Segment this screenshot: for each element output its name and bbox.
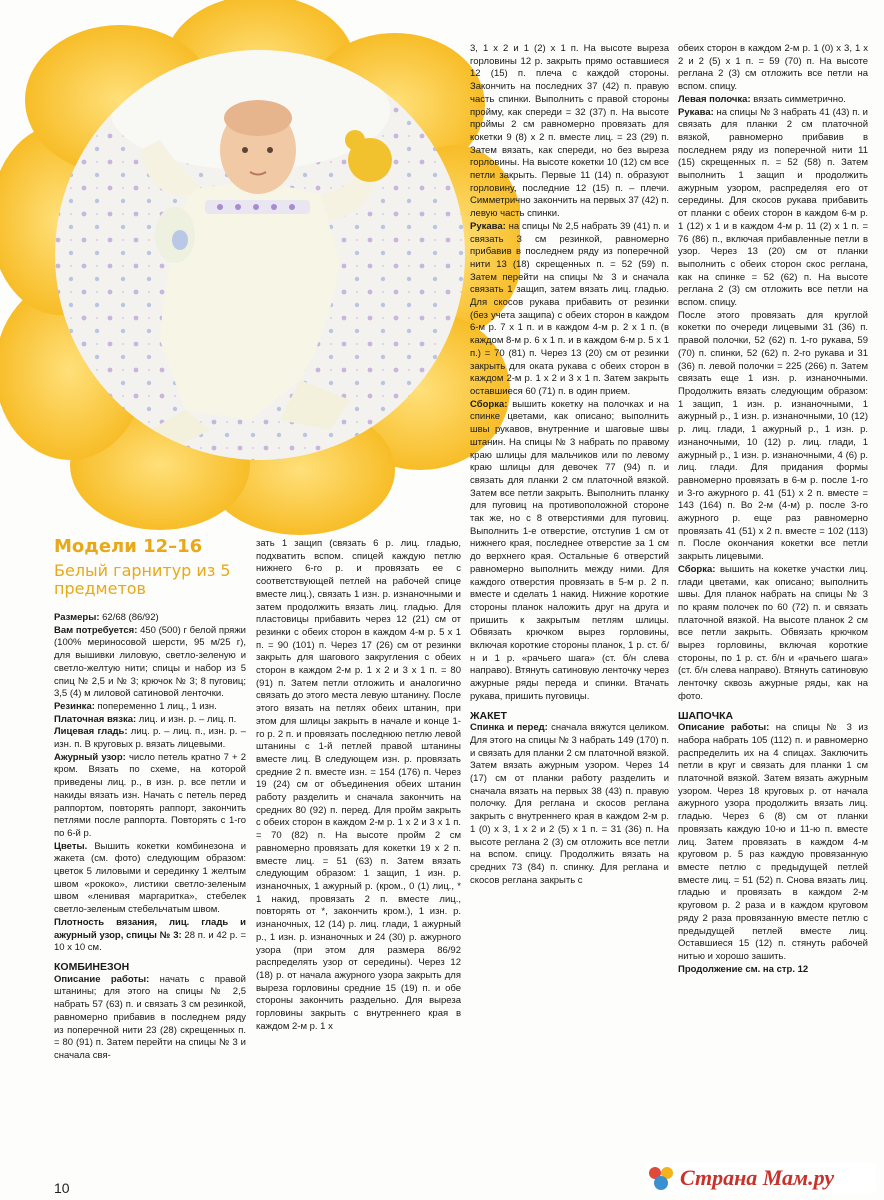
paragraph-text: лиц. р. – лиц. п., изн. р. – изн. п. В круговых р. вязать лицевыми. (54, 726, 246, 751)
paragraph-lead: Ажурный узор: (54, 751, 129, 763)
watermark-text: Страна Мам.ру (680, 1165, 835, 1190)
watermark (646, 1162, 876, 1194)
paragraph (256, 538, 461, 1033)
section-heading: ЖАКЕТ (470, 709, 507, 722)
paragraph-text: 450 (500) г белой пряжи (100% мериносовой шерсти, 95 м/25 г), для вышивки лиловую, светло-зеленую и светло-желтую нити; спицы и набор из 5 спиц № 2,5 и № 3; крючок № 3; 8 пуговиц; 3,5 (4) м лиловой сатиновой ленточки. (54, 624, 246, 700)
paragraph-lead: Рукава: (470, 220, 509, 232)
column-1 (54, 612, 246, 1172)
paragraph-lead: Описание работы: (54, 973, 160, 985)
column-2 (256, 538, 461, 1178)
paragraph-text: После этого провязать для круглой кокетки по очереди лицевыми 31 (36) п. правой полочки, 52 (62) п. 1-го рукава, 59 (70) п. спинки, 52 (62) п. 2-го рукава и 31 (36) п. левой полочки = 225 (266) п. Затем связать еще 1 изн. р. изнаночными. Продолжить вязать следующим образом: 1 защип, 1 изн. р. изнаночными, 1 ажурный р., 1 изн. р. изнаночными, 10 (12) р. лиц. глади, 1 ажурный р., 1 изн. р. изнаночными, 10 (12) р. лиц. глади, 1 ажурный р., 1 изн. р. изнаночными, 4 (6) р. лиц. глади. Для придания формы равномерно провязать в 6-м р. после 1-го и 3-го ажурного р. 41 (51) х 2 п. вместе = 143 (164) п. Во 2-м (4-м) р. после 3-го ажурного р. еще раз равномерно провязать 41 (51) х 2 п. вместе = 102 (113) п. После окончания кокетки все петли закрыть лицевыми. (678, 309, 868, 563)
paragraph (678, 722, 868, 963)
paragraph (54, 974, 246, 1063)
paragraph (54, 752, 246, 841)
paragraph-lead: Рукава: (678, 106, 717, 118)
paragraph-text: лиц. и изн. р. – лиц. п. (138, 713, 237, 725)
paragraph-text: зать 1 защип (связать 6 р. лиц. гладью, подхватить вспом. спицей каждую петлю нижнего 6-го р. и провязать ее с соответствующей петлей на рабочей спице вместе лиц.), связать 1 изн. р. изнаночными и затем продолжить вязать лиц. гладью. Для пластовицы прибавить через 12 (21) см от резинки с обеих сторон в каждом 4-м р. 5 х 1 п. = 90 (101) п. Через 17 (26) см от резинки закрыть для шагового закругления с обеих сторон в каждом 2-м р. 1 х 2 и 3 х 1 п. = 80 (91) п. Затем петли отложить и аналогично связать до этого места левую штанину. После этого вязать на петлях обеих штанин, при этом для шлицы закрыть в начале и конце 1-го р. 2 п. и провязать последнюю петлю левой штанины с 1-й петлей правой штанины вместе лиц. В следующем изн. р. провязать средние 2 п. вместе изн. = 154 (176) п. Через 19 (24) см от объединения обеих штанин работу разделить и сначала закончить на средних 80 (92) п. перед. Для пройм закрыть с обеих сторон в каждом 2-м р. 1 х 2 и 3 х 1 п. = 70 (82) п. На высоте пройм 2 см равномерно провязать для кокетки 19 х 2 п. вместе лиц. = 51 (63) п. Затем вязать следующим образом: 1 защип, 1 изн. р. изнаночных, 1 ажурный р. (кром., 0 (1) лиц., * 1 накид, провязать 2 п. вместе лиц., повторять от *, закончить кром.), 1 изн. р. изнаночных, 12 (14) р. лиц. глади, 1 ажурный р., 1 изн. р. изнаночных и 24 (30) р. ажурного узора (при этом для размера 86/92 распределять узор от середины). Через 12 (18) р. от начала ажурного узора закрыть для выреза горловины средние 15 (19) п. и обе стороны закончить раздельно. Для выреза горловины закрыть с внутреннего края в каждом 2-м р. 1 х (256, 538, 461, 1032)
paragraph-lead: Плотность вязания, лиц. гладь и ажурный узор, спицы № 3: (54, 916, 246, 941)
models-subtitle: Белый гарнитур из 5 предметов (54, 561, 231, 598)
paragraph-text: начать с правой штанины; для этого на спицы № 2,5 набрать 57 (63) п. и связать 3 см резинкой, равномерно прибавив в последнем ряду из поперечной нити 23 (28) скрещенных п. = 80 (91) п. Затем перейти на спицы № 3 и сначала свя- (54, 973, 246, 1061)
section-heading: ШАПОЧКА (678, 709, 734, 722)
paragraph-text: вышить на кокетке участки лиц. глади цветами, как описано; выполнить швы. Для планок набрать на спицы № 3 по краям полочек по 60 (72) п. и связать платочной вязкой. На высоте планок 2 см все петли закрыть. Обвязать крючком вырез горловины, включая короткие стороны, по 1 р. ст. б/н и «рачьего шага» (ст. б/н слева направо). Втянуть сатиновую ленточку сквозь ажурные ряды, как на фото. (678, 563, 868, 702)
paragraph-text: обеих сторон в каждом 2-м р. 1 (0) х 3, 1 х 2 и 2 (5) х 1 п. = 59 (70) п. На высоте реглана 2 (3) см отложить все петли на вспом. спицу. (678, 43, 868, 93)
paragraph-lead: Спинка и перед: (470, 722, 552, 734)
paragraph-text: на спицы № 3 набрать 41 (43) п. и связать для планки 2 см платочной вязкой, равномерно прибавив в последнем ряду из поперечной нити 11 (15) скрещенных п. = 52 (58) п. Затем выполнить 1 защип и продолжить ажурным узором, распределяя его от середины. Для скосов рукава прибавить от планки с обеих сторон в каждом 6-м р. 1 (12) х 1 и в каждом 4-м р. 11 (2) х 1 п. = 76 (86) п., включая прибавленные петли в узор. Через 13 (20) см от планки выполнить с обеих сторон скос реглана, как на спинке = 52 (62) п. На высоте реглана 2 (3) см отложить все петли на вспом. спицу. (678, 106, 868, 309)
paragraph (54, 841, 246, 917)
paragraph-lead: Левая полочка: (678, 93, 754, 105)
paragraph (678, 310, 868, 564)
paragraph-lead: Лицевая гладь: (54, 726, 131, 738)
paragraph (54, 612, 246, 625)
paragraph-text: попеременно 1 лиц., 1 изн. (97, 700, 217, 712)
paragraph (678, 964, 868, 977)
paragraph (678, 43, 868, 94)
paragraph (54, 726, 246, 751)
paragraph (54, 917, 246, 955)
paragraph-text: 3, 1 х 2 и 1 (2) х 1 п. На высоте выреза горловины 12 р. закрыть прямо оставшиеся 12 (15) п. плеча с каждой стороны. Закончить на последних 37 (42) п. правую часть спинки. Выполнить с правой стороны пройму, как спереди = 32 (37) п. На высоте проймы 2 см равномерно провязать для кокетки 9 (8) х 2 п. вместе лиц. = 23 (29) п. Затем вязать, как спереди, но без выреза горловины. На высоте кокетки 10 (12) см все петли закрыть. Первые 11 (14) п. образуют горловину, последние 12 (15) п. – плечи. Симметрично закончить на первых 37 (42) п. левую часть спинки. (470, 43, 669, 220)
paragraph-text: вязать симметрично. (753, 93, 846, 105)
column-3 (470, 43, 669, 1175)
paragraph (470, 43, 669, 221)
page-number: 10 (54, 1180, 70, 1196)
paragraph-text: на спицы № 3 из набора набрать 105 (112) п. и равномерно распределить их на 4 спицах. Заключить петли в круг и связать для планки 1 см платочной вязкой. Затем вязать ажурным узором. Через 18 круговых р. от начала ажурного узора продолжить вязать лиц. гладью. Через 6 (8) см от планки провязать каждую 10-ю и 11-ю п. вместе лиц. Затем провязать в каждом 4-м круговом р. 5 раз каждую провязанную вместе петлю с предыдущей петлей вместе лиц. = 51 (52) п. Снова вязать лиц. гладью и провязать в каждом 2-м круговом р. 2 раза и в каждом круговом ряду 2 раза провязанную вместе петлю с предыдущей петлей вместе лиц. Оставшиеся 15 (12) п. стянуть рабочей нитью и хорошо зашить. (678, 722, 868, 962)
paragraph-text: 62/68 (86/92) (102, 612, 159, 623)
paragraph-text: сначала вяжутся целиком. Для этого на спицы № 3 набрать 149 (170) п. и связать для планки 2 см платочной вязкой. Затем вязать ажурным узором. Через 14 (17) см от планки работу разделить и сначала вязать на первых 38 (43) п. правую полочку. Для реглана и скосов реглана закрыть с внутреннего края в каждом 2-м р. 1 (0) х 3, 1 х 2 и 2 (5) х 1 п. = 31 (36) п. На высоте реглана 2 (3) см отложить все петли на вспом. спицу. Продолжить вязать на средних 73 (84) п. спинку. Для реглана и скосов реглана закрыть с (470, 722, 669, 886)
paragraph-lead: Резинка: (54, 700, 98, 712)
paragraph (54, 714, 246, 727)
paragraph (678, 107, 868, 310)
paragraph (54, 625, 246, 701)
paragraph-lead: Сборка: (678, 563, 720, 575)
baby-photo-flower (0, 0, 520, 535)
paragraph-text: вышить кокетку на полочках и на спинке цветами, как описано; выполнить швы рукавов, внутренние и шаговые швы штанин. На спицы № 3 набрать по правому краю шлицы для мальчиков или по левому краю шлицы для девочек 77 (94) п. и связать для планки 2 см платочной вязкой. Затем все петли закрыть. Выполнить планку для пуговиц на противоположной стороне так же, но с 8 отверстиями для пуговиц. Выполнить 1-е отверстие, отступив 1 см от нижнего края, последнее отверстие за 1 см до верхнего края. Остальные 6 отверстий равномерно выполнить между ними. Для каждого отверстия провязать в 5-м р. 2 п. вместе и сделать 1 накид. Нижние короткие стороны планок наложить друг на друга и пришить к закрытым петлям шлицы. Обвязать крючком вырез горловины, включая короткие стороны планок, 1 р. ст. б/н и 1 р. «рачьего шага» (ст. б/н слева направо). Втянуть сатиновую ленточку через ажурные ряды переда и спинки. Втачать рукава, пришить пуговицы. (470, 398, 669, 702)
paragraph (470, 722, 669, 887)
paragraph-lead: Сборка: (470, 398, 513, 410)
paragraph-lead: Описание работы: (678, 722, 776, 734)
paragraph (470, 221, 669, 399)
column-4 (678, 43, 868, 1175)
paragraph-lead: Продолжение см. на стр. 12 (678, 963, 809, 975)
paragraph-text: на спицы № 2,5 набрать 39 (41) п. и связать 3 см резинкой, равномерно прибавив в последнем ряду из поперечной нити 13 (18) скрещенных п. = 52 (59) п. Затем перейти на спицы № 3 и сначала связать 1 защип, затем вязать лиц. гладью. Для скосов рукава прибавить от резинки (без учета защипа) с обеих сторон в каждом 6-м р. 7 х 1 п. и в каждом 4-м р. 2 х 1 п. (в каждом 8-м р. 6 х 1 п. и в каждом 6-м р. 5 х 1 п.) = 70 (81) п. Через 13 (20) см от резинки закрыть для оката рукава с обеих сторон в каждом 2-м р. 1 х 2 и 3 х 1 п. Затем закрыть оставшиеся 60 (71) п. в один прием. (470, 220, 669, 397)
paragraph-lead: Цветы. (54, 840, 95, 852)
paragraph (470, 399, 669, 704)
paragraph-text: Вышить кокетки комбинезона и жакета (см. фото) следующим образом: цветок 5 лиловыми и серединку 1 желтым швом «рококо», листики светло-зеленым швом «ленивая маргаритка», стебелек светло-зеленым стебельчатым швом. (54, 840, 246, 916)
paragraph (54, 701, 246, 714)
paragraph-lead: Платочная вязка: (54, 713, 139, 725)
section-heading: КОМБИНЕЗОН (54, 960, 130, 973)
paragraph-text: число петель кратно 7 + 2 кром. Вязать по схеме, на которой приведены лиц. р., в изн. р. все петли и накиды вязать изн. Начать с петель перед раппортом, повторять раппорт, закончить петлями после раппорта. Повторять с 1-го по 6-й р. (54, 751, 246, 839)
models-title: Модели 12–16 (54, 536, 203, 557)
paragraph (678, 94, 868, 107)
paragraph (678, 564, 868, 704)
watermark-logo-icon (646, 1164, 676, 1192)
paragraph-lead: Размеры: (54, 612, 103, 623)
paragraph-lead: Вам потребуется: (54, 624, 141, 636)
paragraph-text: 28 п. и 42 р. = 10 х 10 см. (54, 929, 246, 954)
